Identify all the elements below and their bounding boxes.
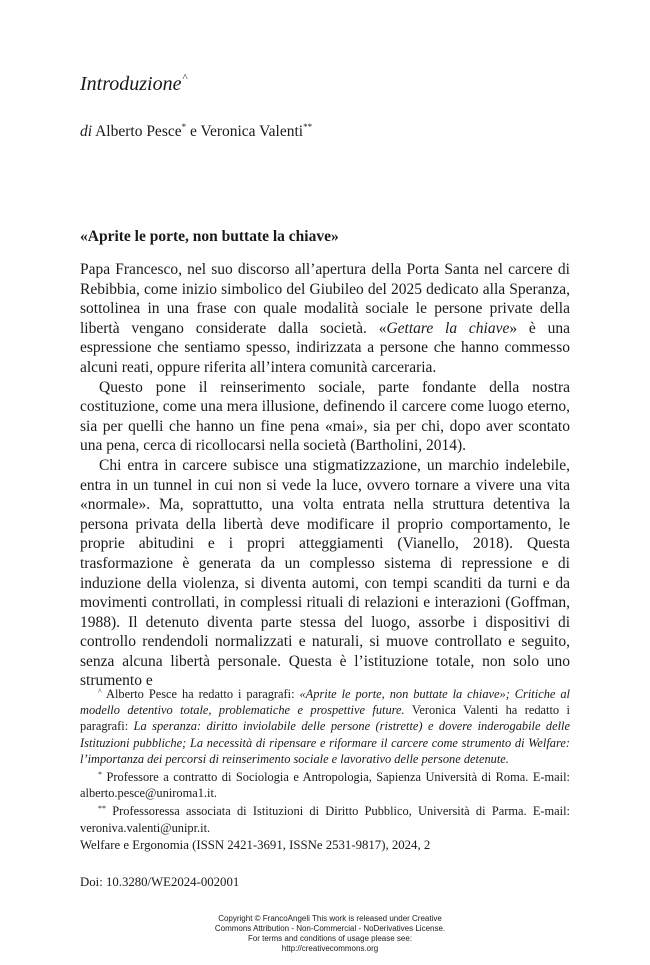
journal-citation: Welfare e Ergonomia (ISSN 2421-3691, ISSNe 2531-9817), 2024, 2	[80, 838, 431, 852]
author-footnote-mark[interactable]: *	[181, 122, 187, 132]
chapter-authors	[80, 122, 312, 141]
body-paragraph: Chi entra in carcere subisce una stigmatizzazione, un marchio indelebile, entra in un tunnel in cui non si vede la luce, ovvero tornare a vivere una vita «normale». Ma, soprattutto, una volta entrata nella struttura detentiva la persona privata della libertà deve modificare il proprio comportamento, le proprie abitudini e i propri atteggiamenti (Vianello, 2018). Questa trasformazione è generata da un complesso sistema di repressione e di induzione della violenza, si diventa automi, con tempi scanditi da turni e da movimenti controllati, in complessi rituali di relazioni e interazioni (Goffman, 1988). Il detenuto diventa parte stessa del luogo, assorbe i dispositivi di controllo rendendoli normalizzati e naturali, si muove controllato e seguito, senza alcuna libertà personale. Questa è l’istituzione totale, non solo uno strumento e	[80, 456, 570, 690]
footnote: ** Professoressa associata di Istituzioni di Diritto Pubblico, Università di Parma. E-mail: veroniva.valenti@unipr.it.	[80, 804, 570, 835]
body-paragraph: Papa Francesco, nel suo discorso all’apertura della Porta Santa nel carcere di Rebibbia, come inizio simbolico del Giubileo del 2025 dedicato alla Speranza, sottolinea in una frase con quale modalità sociale le persone private della libertà vengano considerate dalla società. «Gettare la chiave» è una espressione che sentiamo spesso, indirizzata a persone che hanno commesso alcuni reati, oppure riferita all’intera comunità carceraria.	[80, 261, 570, 376]
body-text	[80, 260, 570, 691]
emphasis: Gettare la chiave	[386, 319, 510, 337]
chapter-title-text: Introduzione	[80, 73, 182, 95]
footnote-mark: **	[98, 804, 106, 814]
chapter-title	[80, 72, 188, 96]
author-name: Alberto Pesce	[95, 123, 182, 140]
author-footnote-mark[interactable]: **	[303, 122, 313, 132]
license-line: Copyright © FrancoAngeli This work is released under Creative	[218, 914, 442, 923]
footnote: ^ Alberto Pesce ha redatto i paragrafi: «Aprite le porte, non buttate la chiave»; Critiche al modello detentivo totale, problematiche e prospettive future. Veronica Valenti ha redatto i paragrafi: La speranza: diritto inviolabile delle persone (ristrette) e dovere inderogabile delle Istituzioni pubbliche; La necessità di ripensare e riformare il carcere come strumento di Welfare: l’importanza dei percorsi di reinserimento sociale e lavorativo delle persone detenute.	[80, 687, 570, 766]
footnote-mark: *	[98, 770, 102, 780]
license-line: Commons Attribution - Non-Commercial - NoDerivatives License.	[214, 923, 446, 933]
footnote: * Professore a contratto di Sociologia e Antropologia, Sapienza Università di Roma. E-mail: alberto.pesce@uniroma1.it.	[80, 770, 570, 801]
authors-prefix: di	[80, 123, 93, 140]
license-link[interactable]: http://creativecommons.org	[281, 943, 379, 953]
authors-conjunction: e	[189, 123, 197, 140]
footnotes	[80, 684, 570, 836]
author-name: Veronica Valenti	[200, 123, 304, 140]
section-heading: «Aprite le porte, non buttate la chiave»	[80, 228, 339, 245]
footnote-mark: ^	[98, 687, 102, 696]
doi-line: Doi: 10.3280/WE2024-002001	[80, 875, 240, 889]
license-line: For terms and conditions of usage please see:	[247, 933, 413, 943]
title-footnote-mark[interactable]: ^	[182, 72, 188, 84]
license-notice	[180, 914, 480, 954]
body-paragraph: Questo pone il reinserimento sociale, parte fondante della nostra costituzione, come una mera illusione, definendo il carcere come luogo eterno, sia per quelli che hanno un fine pena «mai», sia per chi, dopo aver scontato una pena, cerca di ricollocarsi nella società (Bartholini, 2014).	[80, 378, 570, 455]
